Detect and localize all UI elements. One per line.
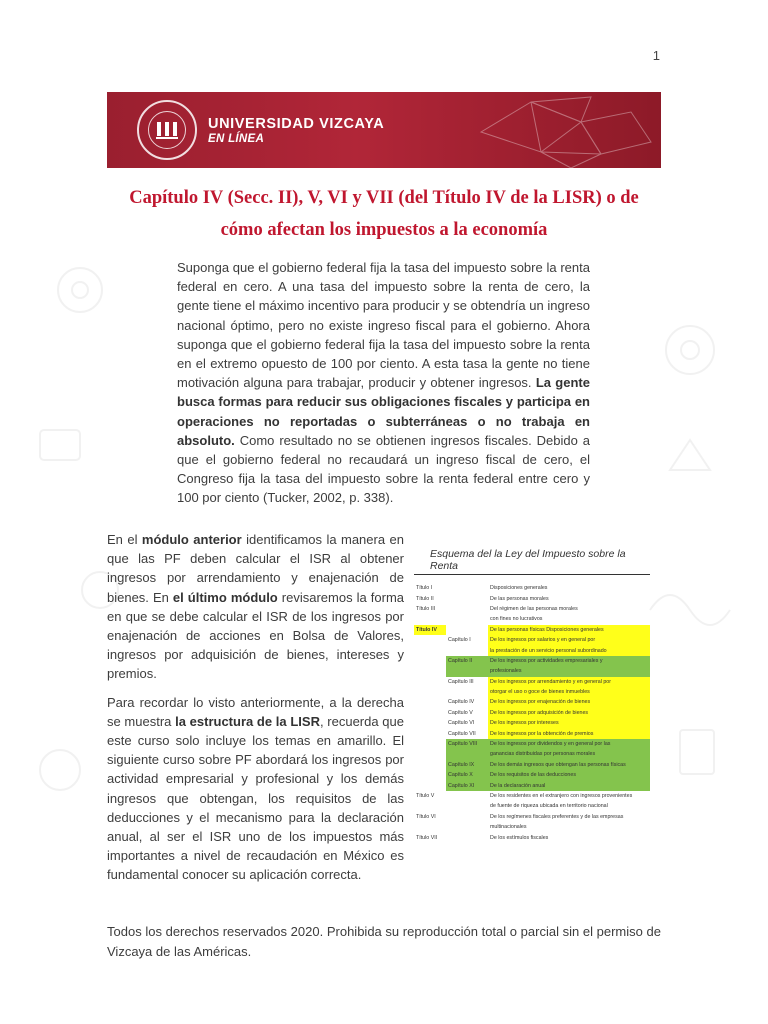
lisr-capitulo bbox=[446, 604, 488, 614]
university-name: UNIVERSIDAD VIZCAYA bbox=[208, 116, 385, 132]
lisr-row bbox=[414, 728, 650, 738]
copyright-footer: Todos los derechos reservados 2020. Prohibida su reproducción total o parcial sin el permiso de Vizcaya de las Américas. bbox=[107, 924, 661, 959]
lisr-titulo: Título V bbox=[416, 793, 435, 799]
lisr-description: De los ingresos por actividades empresariales y bbox=[488, 656, 650, 666]
lisr-capitulo bbox=[446, 791, 488, 801]
lisr-titulo: Título II bbox=[416, 595, 434, 602]
lisr-structure-figure bbox=[414, 548, 650, 843]
lisr-row bbox=[414, 614, 650, 624]
lisr-titulo bbox=[414, 718, 446, 728]
lisr-description: De la declaración anual bbox=[488, 780, 650, 790]
lisr-row bbox=[414, 697, 650, 707]
lisr-row bbox=[414, 749, 650, 759]
lisr-titulo bbox=[414, 728, 446, 738]
university-subtitle: EN LÍNEA bbox=[208, 133, 265, 145]
paragraph-structure: Para recordar lo visto anteriormente, a la derecha se muestra la estructura de la LISR, recuerda que este curso solo incluye los temas en amarillo. El siguiente curso sobre PF abordará los ingresos por actividad empresarial y profesional y los demás ingresos que obtengan, los requisitos de las deducciones y el mecanismo para la declaración anual, al ser el ISR uno de los impuestos más importantes a nivel de recaudación en México es fundamental conocer su aplicación correcta. bbox=[107, 694, 404, 883]
lisr-row bbox=[414, 770, 650, 780]
lisr-row bbox=[414, 635, 650, 645]
lisr-row bbox=[414, 677, 650, 687]
lisr-description: De las personas morales bbox=[490, 595, 549, 602]
lisr-capitulo: Capítulo X bbox=[446, 770, 488, 780]
lisr-capitulo bbox=[446, 666, 488, 676]
lisr-row bbox=[414, 718, 650, 728]
lisr-description: De los ingresos por salarios y en general por bbox=[488, 635, 650, 645]
lisr-capitulo: Capítulo IV bbox=[448, 699, 475, 706]
lisr-row bbox=[414, 780, 650, 790]
lisr-row bbox=[414, 832, 650, 842]
lisr-capitulo: Capítulo V bbox=[448, 709, 473, 716]
lisr-titulo bbox=[414, 697, 446, 707]
lisr-titulo bbox=[414, 780, 446, 790]
lisr-row bbox=[414, 593, 650, 603]
lisr-capitulo: Capítulo III bbox=[448, 678, 474, 685]
quote-highlight: La gente busca formas para reducir sus obligaciones fiscales y participa en operaciones no reportadas o subterráneas o no trabaja en absoluto. bbox=[177, 375, 590, 448]
lisr-capitulo: Capítulo II bbox=[446, 656, 488, 666]
lisr-capitulo: Capítulo VII bbox=[448, 730, 476, 737]
lisr-capitulo bbox=[446, 583, 488, 593]
lisr-titulo bbox=[414, 645, 446, 655]
lisr-description: la prestación de un servicio personal subordinado bbox=[488, 645, 650, 655]
lisr-description: De los demás ingresos que obtengan las personas físicas bbox=[488, 760, 650, 770]
page-number: 1 bbox=[652, 48, 660, 63]
lisr-titulo bbox=[414, 666, 446, 676]
university-seal-logo bbox=[137, 100, 197, 160]
lisr-titulo bbox=[414, 687, 446, 697]
lisr-description: De los requisitos de las deducciones bbox=[488, 770, 650, 780]
body-text-column bbox=[107, 530, 404, 894]
lisr-description: multinacionales bbox=[490, 824, 527, 831]
lisr-row bbox=[414, 687, 650, 697]
lisr-capitulo bbox=[446, 614, 488, 624]
lisr-titulo bbox=[414, 635, 446, 645]
lisr-capitulo bbox=[446, 645, 488, 655]
lisr-description: Del régimen de las personas morales bbox=[490, 605, 578, 612]
lisr-row bbox=[414, 812, 650, 822]
lisr-titulo: Título I bbox=[416, 585, 433, 592]
lisr-structure-table bbox=[414, 583, 650, 843]
lisr-row bbox=[414, 739, 650, 749]
lisr-capitulo: Capítulo VIII bbox=[446, 739, 488, 749]
lisr-capitulo bbox=[446, 822, 488, 832]
paragraph-modules: En el módulo anterior identificamos la manera en que las PF deben calcular el ISR al obtener ingresos por arrendamiento y enajenación de bienes. En el último módulo revisaremos la forma en que se debe calcular el ISR de los ingresos por enajenación de acciones en Bolsa de Valores, ingresos por adquisición de bienes, intereses y premios. bbox=[107, 532, 405, 682]
lisr-row bbox=[414, 656, 650, 666]
lisr-description: Disposiciones generales bbox=[490, 585, 548, 592]
chapter-title: Capítulo IV (Secc. II), V, VI y VII (del Título IV de la LISR) o de cómo afectan los impuestos a la economía bbox=[129, 188, 639, 240]
lisr-description: De los ingresos por adquisición de bienes bbox=[488, 708, 650, 718]
lisr-row bbox=[414, 791, 650, 801]
lisr-description: profesionales bbox=[488, 666, 650, 676]
lisr-capitulo bbox=[446, 593, 488, 603]
lisr-titulo: Título IV bbox=[414, 625, 446, 635]
header-banner bbox=[107, 92, 661, 168]
lisr-titulo bbox=[414, 801, 446, 811]
lisr-description: de fuente de riqueza ubicada en territorio nacional bbox=[490, 803, 608, 810]
lisr-capitulo bbox=[446, 749, 488, 759]
lisr-description: De las personas físicas Disposiciones generales bbox=[488, 625, 650, 635]
lisr-titulo bbox=[414, 749, 446, 759]
lisr-capitulo: Capítulo XI bbox=[446, 780, 488, 790]
lisr-titulo bbox=[414, 614, 446, 624]
quote-paragraph: Suponga que el gobierno federal fija la tasa del impuesto sobre la renta federal en cero. A una tasa del impuesto sobre la renta de cero, la gente tiene el máximo incentivo para producir y se obtendría un ingreso nacional óptimo, pero no existe ingreso fiscal para el gobierno. Ahora suponga que el gobierno federal fija la tasa del impuesto sobre la renta en el extremo opuesto de 100 por ciento. A esta tasa la gente no tiene motivación alguna para trabajar, producir y obtener ingresos. La gente busca formas para reducir sus obligaciones fiscales y participa en operaciones no reportadas o subterráneas o no trabaja en absoluto. Como resultado no se obtienen ingresos fiscales. Debido a que el gobierno federal no recaudará un ingreso fiscal de cero, el Congreso fija la tasa del impuesto sobre la renta federal entre cero y 100 por ciento (Tucker, 2002, p. 338). bbox=[177, 260, 590, 506]
lisr-titulo bbox=[414, 770, 446, 780]
lisr-row bbox=[414, 604, 650, 614]
figure-title: Esquema del la Ley del Impuesto sobre la Renta bbox=[414, 548, 650, 575]
lisr-row bbox=[414, 625, 650, 635]
lisr-titulo bbox=[414, 760, 446, 770]
lisr-titulo: Título VI bbox=[416, 813, 436, 820]
decorative-bird-graphic bbox=[421, 92, 661, 168]
lisr-capitulo bbox=[446, 801, 488, 811]
lisr-titulo bbox=[414, 822, 446, 832]
lisr-titulo bbox=[414, 708, 446, 718]
lisr-row bbox=[414, 822, 650, 832]
lisr-row bbox=[414, 760, 650, 770]
lisr-capitulo bbox=[446, 687, 488, 697]
lisr-capitulo: Capítulo IX bbox=[446, 760, 488, 770]
lisr-capitulo bbox=[446, 812, 488, 822]
lisr-description: De los ingresos por la obtención de premios bbox=[488, 728, 650, 738]
lisr-description: De los ingresos por enajenación de bienes bbox=[488, 697, 650, 707]
lisr-titulo: Título III bbox=[416, 605, 436, 612]
lisr-row bbox=[414, 645, 650, 655]
lisr-titulo bbox=[414, 677, 446, 687]
lisr-capitulo: Capítulo I bbox=[448, 637, 471, 644]
lisr-description: De los ingresos por intereses bbox=[488, 718, 650, 728]
lisr-titulo: Título VII bbox=[416, 834, 438, 841]
lisr-description: De los ingresos por dividendos y en general por las bbox=[488, 739, 650, 749]
lisr-description: ganancias distribuidas por personas morales bbox=[488, 749, 650, 759]
lisr-row bbox=[414, 583, 650, 593]
lisr-row bbox=[414, 666, 650, 676]
lisr-titulo bbox=[414, 739, 446, 749]
lisr-row bbox=[414, 708, 650, 718]
lisr-description: otorgar el uso o goce de bienes inmuebles bbox=[488, 687, 650, 697]
lisr-capitulo bbox=[446, 625, 488, 635]
lisr-row bbox=[414, 801, 650, 811]
lisr-description: De los regímenes fiscales preferentes y de las empresas bbox=[490, 813, 624, 820]
lisr-description: De los ingresos por arrendamiento y en general por bbox=[488, 677, 650, 687]
lisr-titulo bbox=[414, 656, 446, 666]
lisr-capitulo: Capítulo VI bbox=[448, 720, 475, 727]
lisr-description: con fines no lucrativos bbox=[490, 616, 543, 623]
lisr-capitulo bbox=[446, 832, 488, 842]
lisr-description: De los residentes en el extranjero con ingresos provenientes bbox=[490, 793, 633, 799]
lisr-description: De los estímulos fiscales bbox=[490, 834, 549, 841]
